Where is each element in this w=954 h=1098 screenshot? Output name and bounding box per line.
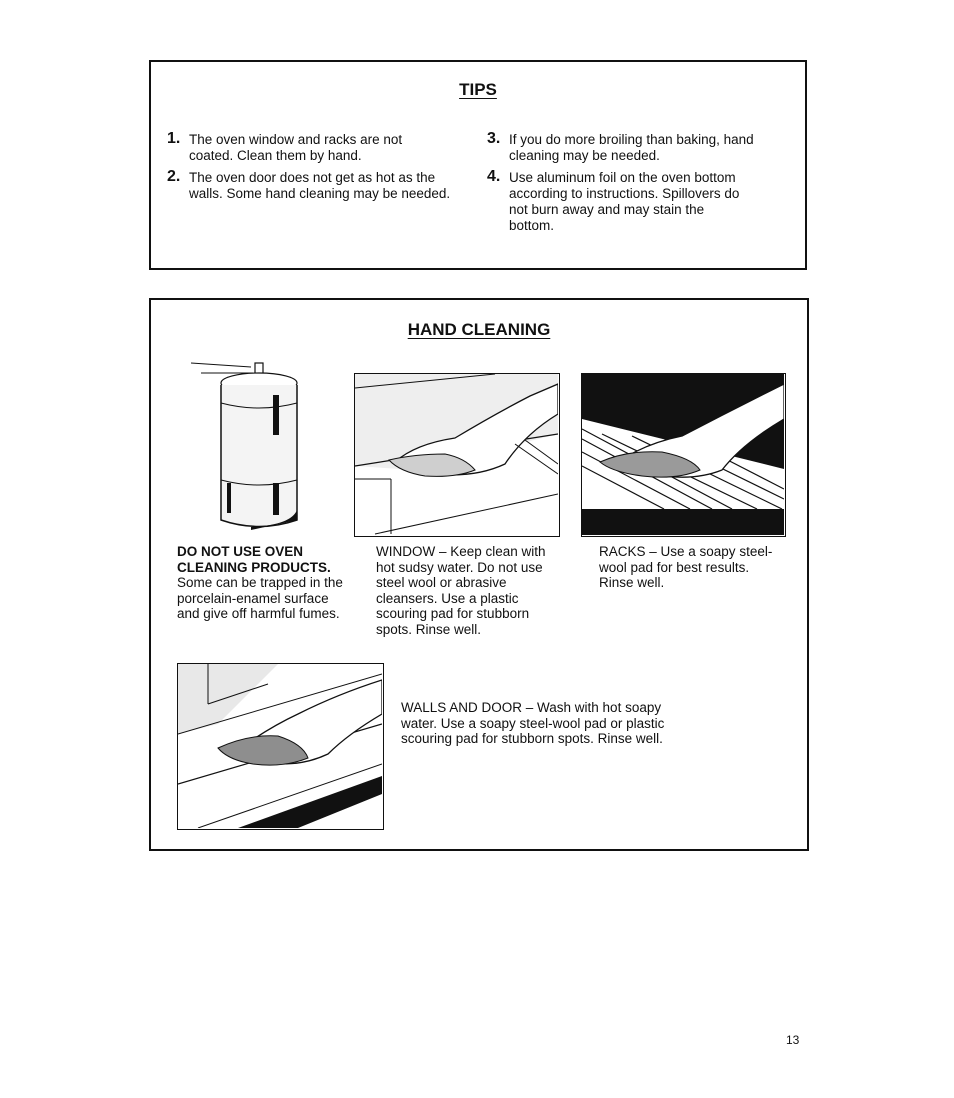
tip-item-1	[167, 130, 439, 164]
spray-can-illustration	[191, 355, 321, 535]
warning-heading: DO NOT USE OVEN CLEANING PRODUCTS.	[177, 544, 331, 575]
hand-cleaning-title: HAND CLEANING	[407, 320, 551, 339]
tip-number: 1.	[167, 130, 181, 147]
racks-cleaning-illustration	[581, 373, 786, 537]
tip-number: 2.	[167, 168, 181, 185]
hand-cleaning-box	[149, 298, 809, 851]
window-caption: WINDOW – Keep clean with hot sudsy water. Do not use steel wool or abrasive cleansers. Use a plastic scouring pad for stubborn spots. Rinse well.	[376, 544, 546, 637]
tip-text: The oven window and racks are not coated. Clean them by hand.	[189, 132, 403, 163]
window-cleaning-illustration	[354, 373, 560, 537]
tip-number: 3.	[487, 130, 501, 147]
tip-number: 4.	[487, 168, 501, 185]
racks-caption: RACKS – Use a soapy steel-wool pad for best results. Rinse well.	[599, 544, 773, 590]
walls-door-cleaning-illustration	[177, 663, 384, 830]
tip-item-2	[167, 168, 464, 202]
tips-title: TIPS	[459, 80, 497, 99]
tip-text: The oven door does not get as hot as the walls. Some hand cleaning may be needed.	[189, 170, 451, 201]
tips-box	[149, 60, 807, 270]
warning-caption	[177, 544, 349, 622]
warning-text: Some can be trapped in the porcelain-enamel surface and give off harmful fumes.	[177, 575, 343, 621]
tip-text: If you do more broiling than baking, hand cleaning may be needed.	[509, 132, 754, 163]
tip-text: Use aluminum foil on the oven bottom according to instructions. Spillovers do not burn away and may stain the bottom.	[509, 170, 740, 233]
walls-door-caption: WALLS AND DOOR – Wash with hot soapy water. Use a soapy steel-wool pad or plastic scouring pad for stubborn spots. Rinse well.	[401, 700, 665, 746]
tip-item-3	[487, 130, 794, 164]
tip-item-4	[487, 168, 749, 234]
page-number: 13	[786, 1033, 800, 1047]
